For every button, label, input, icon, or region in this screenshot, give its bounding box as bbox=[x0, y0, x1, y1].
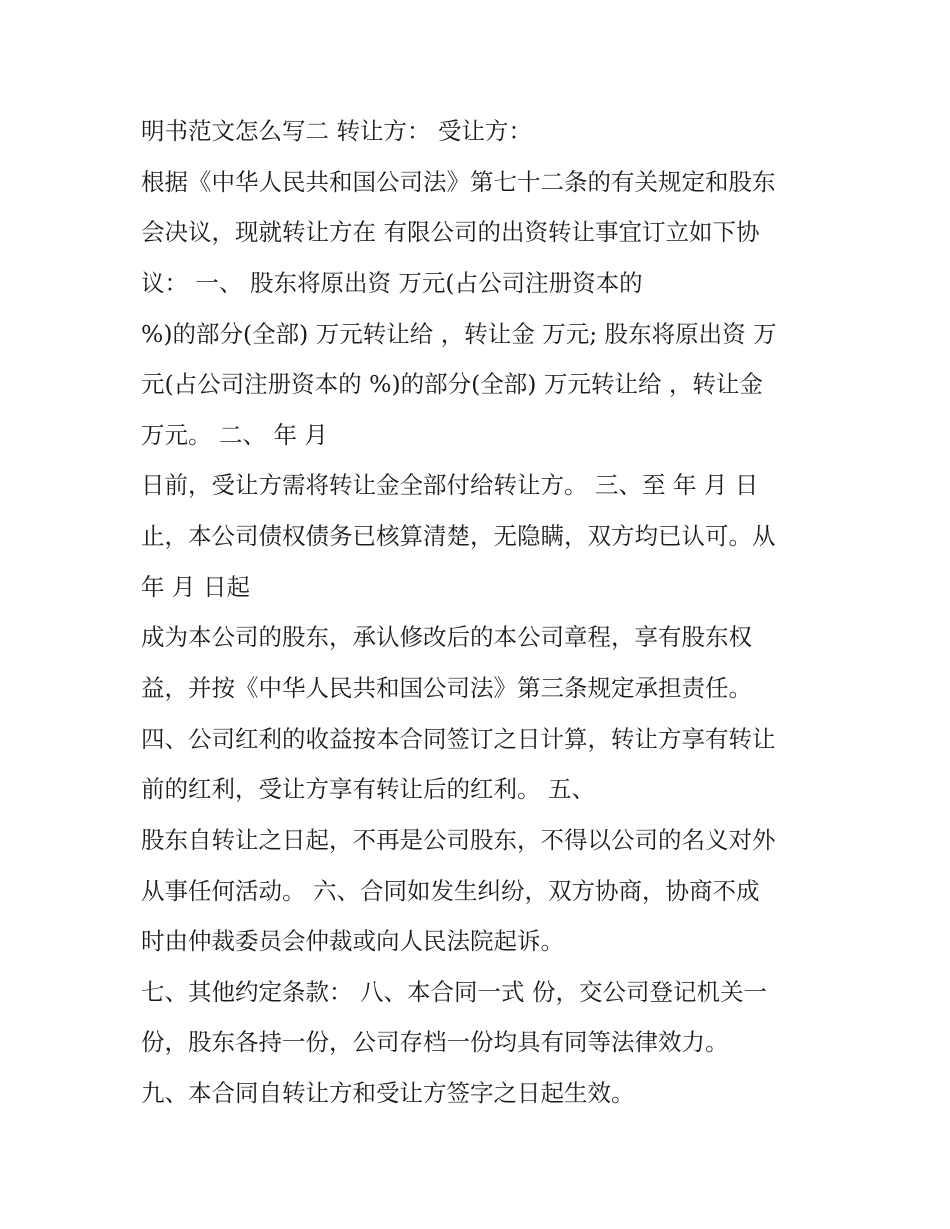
text-line: 时由仲裁委员会仲裁或向人民法院起诉。 bbox=[141, 927, 564, 955]
text-line: 前的红利，受让方享有转让后的红利。 五、 bbox=[141, 775, 595, 803]
text-line: 根据《中华人民共和国公司法》第七十二条的有关规定和股东 bbox=[141, 168, 776, 196]
text-line: 年 月 日起 bbox=[141, 573, 250, 601]
text-line: 九、本合同自转让方和受让方签字之日起生效。 bbox=[141, 1079, 635, 1107]
text-line: 明书范文怎么写二 转让方： 受让方： bbox=[141, 117, 532, 145]
text-line: 万元。 二、 年 月 bbox=[141, 421, 328, 449]
text-line: 止，本公司债权债务已核算清楚，无隐瞒，双方均已认可。从 bbox=[141, 522, 776, 550]
text-line: 成为本公司的股东，承认修改后的本公司章程，享有股东权 bbox=[141, 623, 752, 651]
text-line: 份，股东各持一份，公司存档一份均具有同等法律效力。 bbox=[141, 1028, 729, 1056]
text-line: %)的部分(全部) 万元转让给 ，转让金 万元; 股东将原出资 万 bbox=[141, 320, 777, 348]
text-line: 四、公司红利的收益按本合同签订之日计算，转让方享有转让 bbox=[141, 725, 776, 753]
text-line: 七、其他约定条款： 八、本合同一式 份，交公司登记机关一 bbox=[141, 978, 767, 1006]
text-line: 会决议，现就转让方在 有限公司的出资转让事宜订立如下协 bbox=[141, 218, 760, 246]
text-line: 议： 一、 股东将原出资 万元(占公司注册资本的 bbox=[141, 269, 643, 297]
text-line: 元(占公司注册资本的 %)的部分(全部) 万元转让给 ，转让金 bbox=[141, 370, 763, 398]
text-line: 日前，受让方需将转让金全部付给转让方。 三、至 年 月 日 bbox=[141, 471, 759, 499]
text-line: 益，并按《中华人民共和国公司法》第三条规定承担责任。 bbox=[141, 674, 752, 702]
text-line: 从事任何活动。 六、合同如发生纠纷，双方协商，协商不成 bbox=[141, 877, 760, 905]
text-line: 股东自转让之日起，不再是公司股东，不得以公司的名义对外 bbox=[141, 826, 776, 854]
